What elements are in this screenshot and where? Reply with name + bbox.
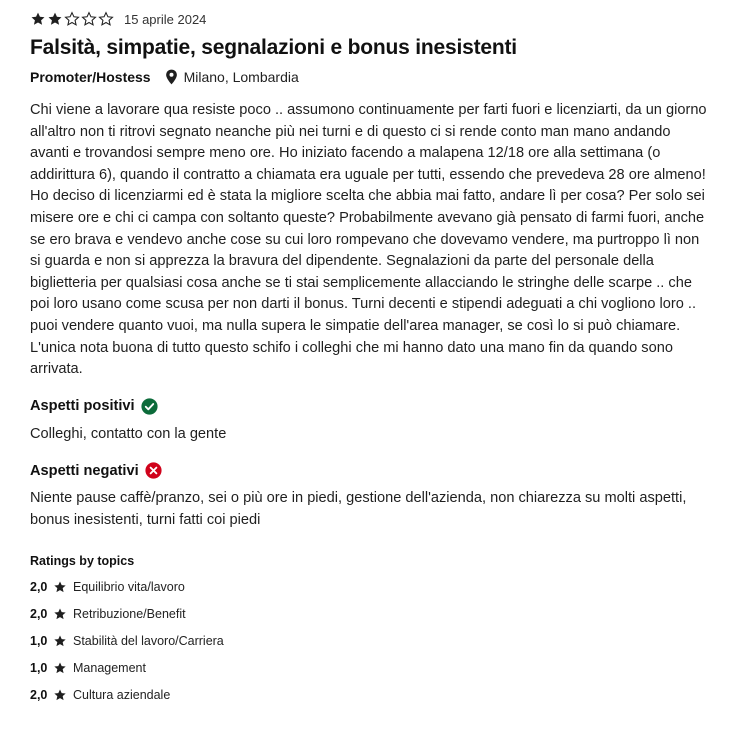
rating-label: Retribuzione/Benefit [73, 607, 186, 621]
rating-row [30, 628, 710, 655]
rating-label: Management [73, 661, 146, 675]
rating-label: Equilibrio vita/lavoro [73, 580, 185, 594]
star-rating [30, 11, 114, 27]
ratings-list [30, 574, 710, 709]
rating-value: 1,0 [30, 661, 48, 675]
star-filled-icon [53, 661, 67, 675]
job-role: Promoter/Hostess [30, 69, 151, 85]
star-filled-icon [30, 11, 46, 27]
rating-label: Stabilità del lavoro/Carriera [73, 634, 224, 648]
review-header-row [30, 8, 710, 30]
ratings-title: Ratings by topics [30, 553, 135, 568]
job-location: Milano, Lombardia [183, 69, 299, 85]
review-title[interactable]: Falsità, simpatie, segnalazioni e bonus inesistenti [30, 36, 517, 59]
rating-value: 2,0 [30, 607, 48, 621]
review-date: 15 aprile 2024 [124, 11, 207, 27]
rating-value: 2,0 [30, 688, 48, 702]
rating-row [30, 682, 710, 709]
rating-value: 2,0 [30, 580, 48, 594]
star-empty-icon [81, 11, 97, 27]
rating-row [30, 655, 710, 682]
map-pin-icon [165, 69, 178, 85]
pros-heading [30, 398, 710, 415]
cons-heading [30, 462, 710, 479]
star-empty-icon [64, 11, 80, 27]
rating-row [30, 574, 710, 601]
check-circle-icon [141, 398, 158, 415]
star-filled-icon [53, 634, 67, 648]
x-circle-icon [145, 462, 162, 479]
star-filled-icon [53, 580, 67, 594]
star-filled-icon [53, 607, 67, 621]
pros-text: Colleghi, contatto con la gente [30, 425, 227, 442]
rating-label: Cultura aziendale [73, 688, 171, 702]
star-empty-icon [98, 11, 114, 27]
pros-heading-label: Aspetti positivi [30, 398, 135, 415]
star-filled-icon [47, 11, 63, 27]
rating-value: 1,0 [30, 634, 48, 648]
review-body: Chi viene a lavorare qua resiste poco .. assumono continuamente per farti fuori e licenziarti, da un giorno all'altro non ti ritrovi segnato neanche più nei turni e di questo ci si rende conto man mano andando avanti e trovandosi sempre meno ore. Ho iniziato facendo a malapena 12/18 ore alla settimana (o addirittura 6), quando il contratto a chiamata era uguale per tutti, essendo che prevedeva 28 ore almeno! Ho deciso di licenziarmi ed è stata la migliore scelta che abbia mai fatto, andare lì per cosa? Per solo sei misere ore e chi ci campa con soltanto queste? Probabilmente avevano già pensato di farmi fuori, anche se ero brava e vendevo anche cose su cui loro rompevano che dovevamo vendere, ma purtroppo lì non si guarda e non si apprezza la bravura del dipendente. Segnalazioni da parte del personale della biglietteria per qualsiasi cosa anche se ti stai semplicemente allacciando le stringhe delle scarpe .. che poi loro usano come scusa per non darti il bonus. Turni decenti e stipendi adeguati a chi vogliono loro .. puoi vendere quanto vuoi, ma nulla supera le simpatie dell'area manager, se così lo si può chiamare. L'unica nota buona di tutto questo schifo i colleghi che mi hanno dato una mano fin da quando sono arrivata. [30, 102, 707, 378]
cons-heading-label: Aspetti negativi [30, 462, 139, 479]
cons-text: Niente pause caffè/pranzo, sei o più ore in piedi, gestione dell'azienda, non chiarezza su molti aspetti, bonus inesistenti, turni fatti coi piedi [30, 490, 687, 528]
star-filled-icon [53, 688, 67, 702]
review-meta [30, 69, 710, 85]
rating-row [30, 601, 710, 628]
